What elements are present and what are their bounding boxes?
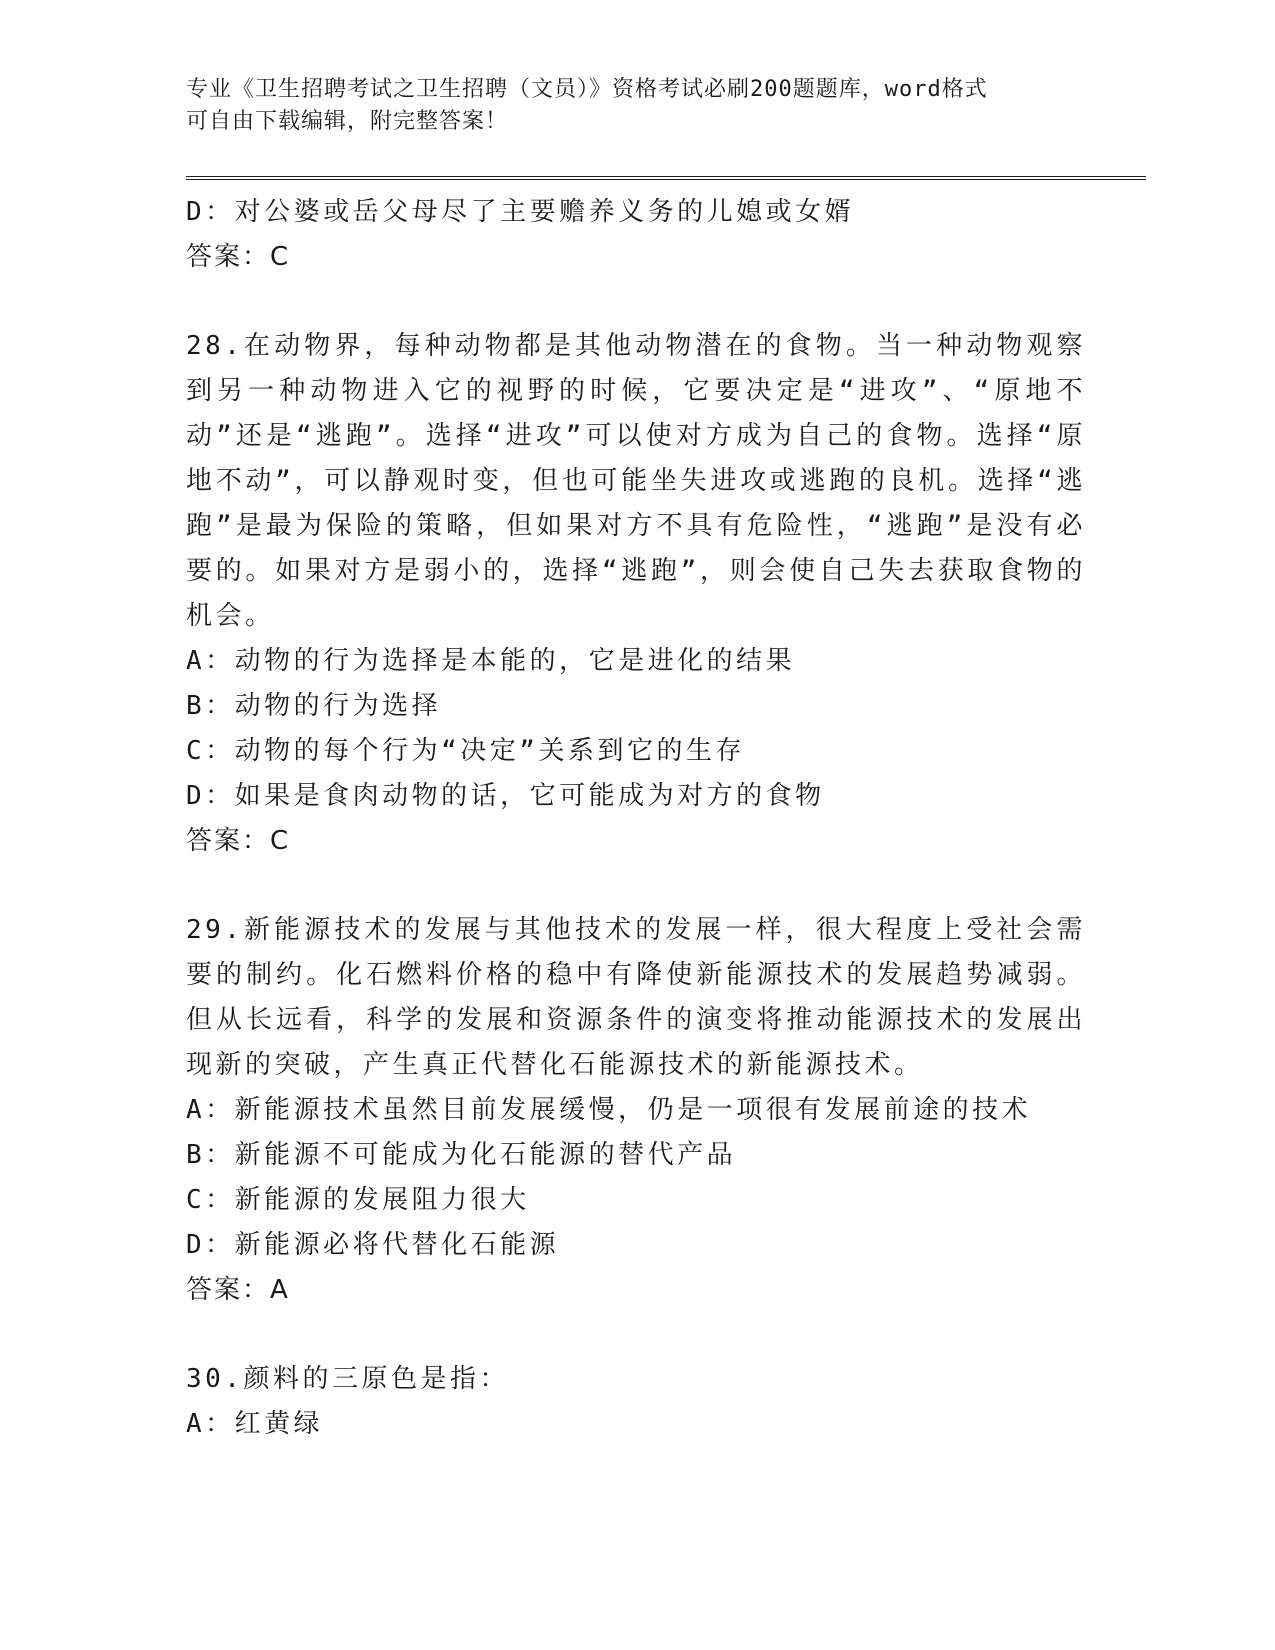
- answer-line: 答案：C: [186, 242, 291, 272]
- document-header: [186, 74, 1066, 138]
- question-stem: 29.新能源技术的发展与其他技术的发展一样，很大程度上受社会需要的制约。化石燃料价格的稳中有降使新能源技术的发展趋势减弱。但从长远看，科学的发展和资源条件的演变将推动能源技术的发展出现新的突破，产生真正代替化石能源技术的新能源技术。: [186, 915, 1086, 1080]
- header-title-line-2: 可自由下载编辑，附完整答案！: [186, 109, 509, 134]
- option-d: D：如果是食肉动物的话，它可能成为对方的食物: [186, 781, 825, 811]
- continued-question-tail: [186, 190, 1086, 280]
- option-d: D：新能源必将代替化石能源: [186, 1230, 560, 1260]
- option-a: A：新能源技术虽然目前发展缓慢，仍是一项很有发展前途的技术: [186, 1095, 1032, 1125]
- question-stem: 28.在动物界，每种动物都是其他动物潜在的食物。当一种动物观察到另一种动物进入它的视野的时候，它要决定是“进攻”、“原地不动”还是“逃跑”。选择“进攻”可以使对方成为自己的食物。选择“原地不动”，可以静观时变，但也可能坐失进攻或逃跑的良机。选择“逃跑”是最为保险的策略，但如果对方不具有危险性，“逃跑”是没有必要的。如果对方是弱小的，选择“逃跑”，则会使自己失去获取食物的机会。: [186, 331, 1086, 631]
- option-b: B：新能源不可能成为化石能源的替代产品: [186, 1140, 737, 1170]
- header-title-line-1: 专业《卫生招聘考试之卫生招聘（文员）》资格考试必刷200题题库，word格式: [186, 77, 988, 102]
- answer-line: 答案：A: [186, 1275, 290, 1305]
- option-d: D：对公婆或岳父母尽了主要赡养义务的儿媳或女婿: [186, 197, 855, 227]
- option-c: C：新能源的发展阻力很大: [186, 1185, 530, 1215]
- option-b: B：动物的行为选择: [186, 691, 442, 721]
- option-a: A：红黄绿: [186, 1409, 324, 1439]
- option-a: A：动物的行为选择是本能的，它是进化的结果: [186, 646, 796, 676]
- question-30: [186, 1357, 1086, 1447]
- question-stem: 30.颜料的三原色是指：: [186, 1364, 509, 1394]
- question-29: [186, 908, 1086, 1313]
- header-divider: [186, 176, 1146, 180]
- question-28: [186, 324, 1086, 864]
- option-c: C：动物的每个行为“决定”关系到它的生存: [186, 736, 745, 766]
- document-body: [186, 190, 1086, 1447]
- answer-line: 答案：C: [186, 826, 291, 856]
